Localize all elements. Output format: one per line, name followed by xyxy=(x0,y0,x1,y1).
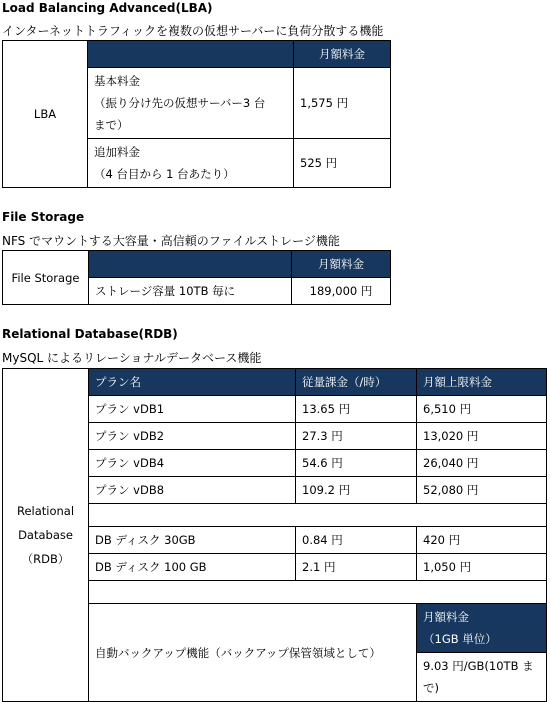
lba-section-title: Load Balancing Advanced(LBA) xyxy=(2,1,213,15)
lba-additional-fee-note: （4 台目から 1 台あたり） xyxy=(94,167,235,181)
plan-name-cell: プラン vDB8 xyxy=(89,477,296,504)
lba-basic-fee-label: 基本料金 xyxy=(94,74,140,88)
rdb-spacer-row xyxy=(89,504,547,527)
rdb-table xyxy=(2,368,547,702)
lba-basic-fee-note: （振り分け先の仮想サーバー3 台 xyxy=(94,96,266,110)
plan-hourly-cell: 13.65 円 xyxy=(296,396,417,423)
plan-monthly-cell: 26,040 円 xyxy=(417,450,547,477)
lba-additional-fee-price: 525 円 xyxy=(294,139,391,188)
lba-header-blank xyxy=(88,41,294,68)
lba-col-header: 月額料金 xyxy=(294,41,391,68)
lba-table xyxy=(2,40,391,188)
plan-monthly-cell: 52,080 円 xyxy=(417,477,547,504)
lba-basic-fee-price: 1,575 円 xyxy=(294,68,391,139)
fs-col-header: 月額料金 xyxy=(292,251,391,278)
fs-row-label: File Storage xyxy=(3,251,89,305)
fs-price: 189,000 円 xyxy=(292,278,391,305)
rdb-row-label-line1: Relational xyxy=(16,504,75,518)
disk-name-cell: DB ディスク 100 GB xyxy=(89,554,296,581)
plan-monthly-cell: 6,510 円 xyxy=(417,396,547,423)
rdb-row-label-line2: Database xyxy=(18,528,73,542)
lba-additional-fee-cell xyxy=(88,139,294,188)
plan-name-cell: プラン vDB1 xyxy=(89,396,296,423)
rdb-header-plan-name: プラン名 xyxy=(89,369,296,396)
fs-table xyxy=(2,250,391,305)
rdb-header-monthly-cap: 月額上限料金 xyxy=(417,369,547,396)
plan-hourly-cell: 54.6 円 xyxy=(296,450,417,477)
lba-additional-fee-label: 追加料金 xyxy=(94,145,140,159)
rdb-section-title: Relational Database(RDB) xyxy=(2,327,178,341)
lba-basic-fee-cell xyxy=(88,68,294,139)
plan-name-cell: プラン vDB2 xyxy=(89,423,296,450)
rdb-row-label xyxy=(3,369,89,702)
disk-hourly-cell: 0.84 円 xyxy=(296,527,417,554)
backup-label: 自動バックアップ機能（バックアップ保管領域として） xyxy=(89,604,417,702)
fs-description: NFS でマウントする大容量・高信頼のファイルストレージ機能 xyxy=(2,234,340,248)
plan-monthly-cell: 13,020 円 xyxy=(417,423,547,450)
plan-name-cell: プラン vDB4 xyxy=(89,450,296,477)
plan-hourly-cell: 27.3 円 xyxy=(296,423,417,450)
backup-price-line2: で) xyxy=(423,681,439,695)
disk-monthly-cell: 1,050 円 xyxy=(417,554,547,581)
fs-item: ストレージ容量 10TB 毎に xyxy=(89,278,292,305)
backup-price-line1: 9.03 円/GB(10TB ま xyxy=(423,659,534,673)
lba-description: インターネットトラフィックを複数の仮想サーバーに負荷分散する機能 xyxy=(2,24,384,38)
backup-col-header-line2: （1GB 単位） xyxy=(423,632,497,646)
rdb-spacer-row-2 xyxy=(89,581,547,604)
plan-hourly-cell: 109.2 円 xyxy=(296,477,417,504)
backup-col-header-line1: 月額料金 xyxy=(423,610,469,624)
lba-basic-fee-note-cont: まで） xyxy=(94,118,129,132)
disk-name-cell: DB ディスク 30GB xyxy=(89,527,296,554)
rdb-row-label-line3: （RDB） xyxy=(21,552,70,566)
backup-price xyxy=(417,653,547,702)
disk-hourly-cell: 2.1 円 xyxy=(296,554,417,581)
rdb-header-hourly: 従量課金（/時） xyxy=(296,369,417,396)
rdb-description: MySQL によるリレーショナルデータベース機能 xyxy=(2,351,262,365)
lba-row-label: LBA xyxy=(3,41,88,188)
fs-header-blank xyxy=(89,251,292,278)
disk-monthly-cell: 420 円 xyxy=(417,527,547,554)
backup-col-header xyxy=(417,604,547,653)
fs-section-title: File Storage xyxy=(2,210,85,224)
